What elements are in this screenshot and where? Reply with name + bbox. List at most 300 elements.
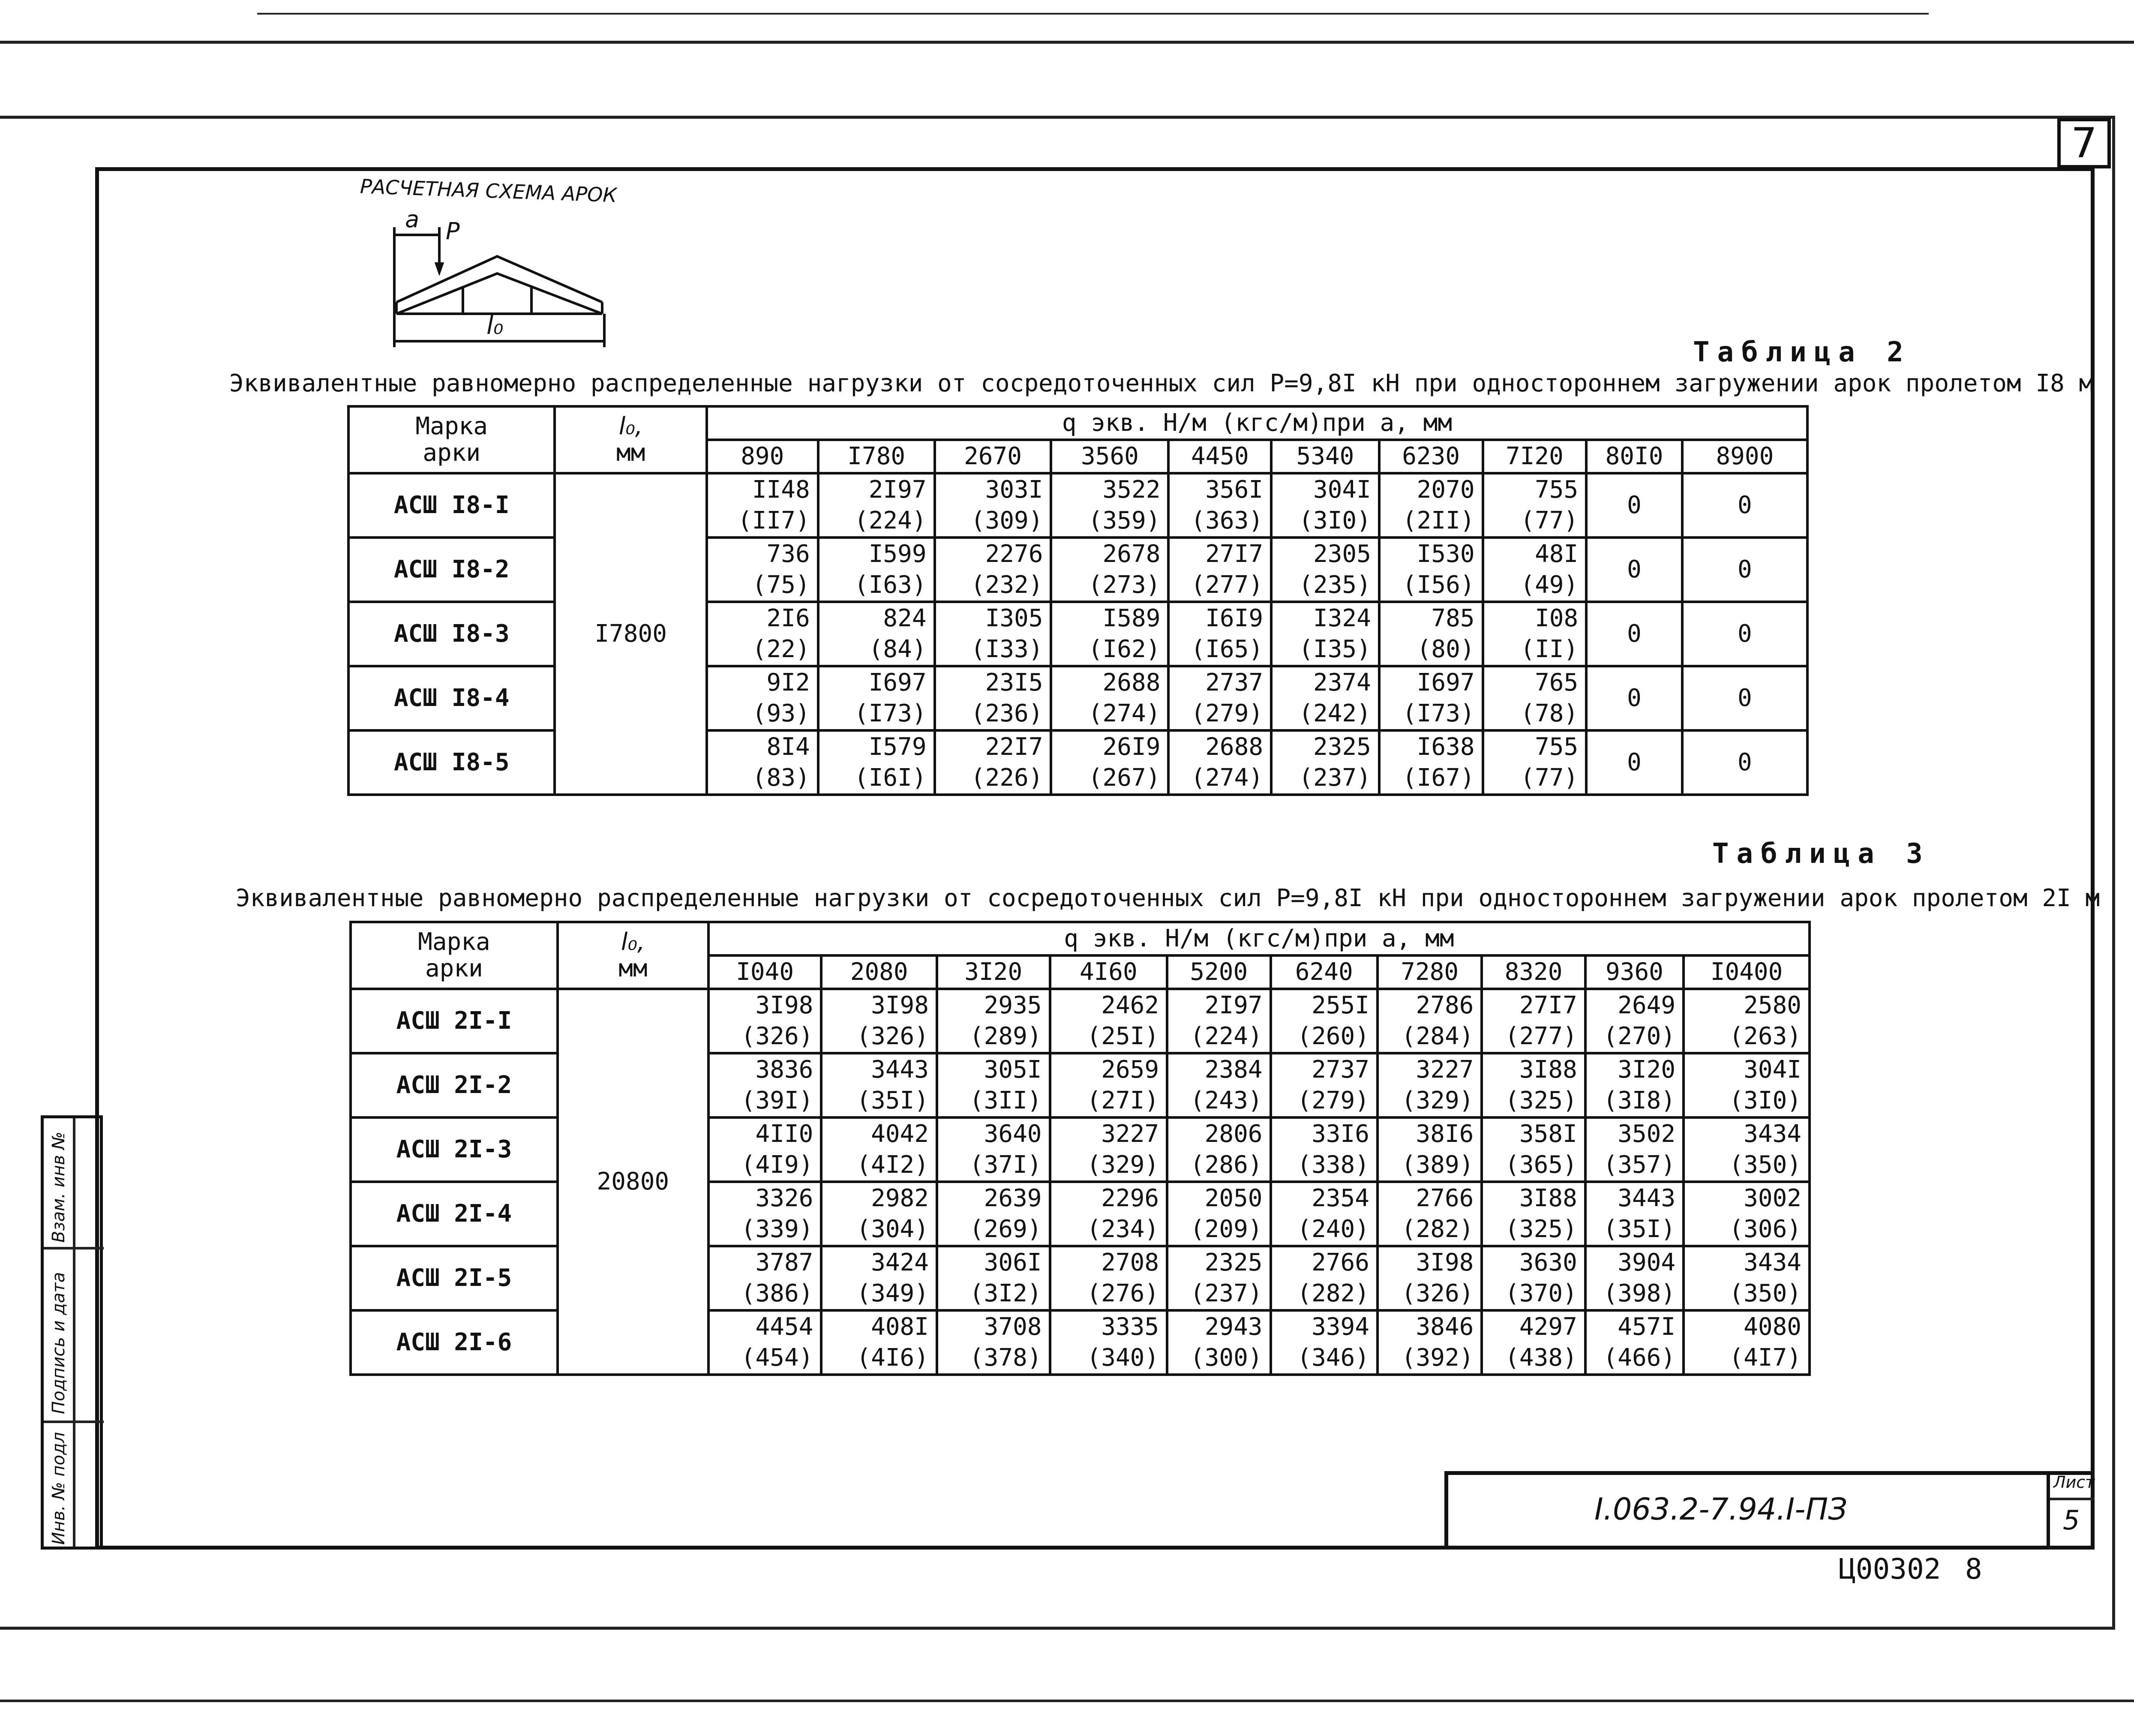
table3-value-cell	[1684, 989, 1810, 1053]
page-number: 7	[2057, 118, 2111, 168]
table2-value-kgs: (I63)	[854, 571, 927, 599]
side-strip-row-line-1	[44, 1247, 104, 1249]
table3-value-cell	[821, 1246, 937, 1310]
table2-value-nm: I530	[1417, 540, 1475, 568]
table3-value-nm: 3424	[871, 1249, 929, 1276]
table3-value-nm: 2659	[1101, 1056, 1159, 1084]
table2-value-nm: I589	[1102, 604, 1161, 632]
table3-value-cell	[708, 1117, 822, 1182]
table2-value-kgs: (274)	[1088, 700, 1161, 727]
archive-number: Ц00302	[1839, 1553, 1941, 1586]
table3-value-kgs: (282)	[1297, 1279, 1369, 1307]
sheet-number: 5	[2063, 1505, 2080, 1536]
table2-value-cell	[1379, 538, 1483, 602]
table3-value-nm: 2786	[1416, 991, 1474, 1019]
table2-value-cell	[707, 730, 818, 795]
table2-value-cell	[935, 730, 1051, 795]
table2-value-kgs: (78)	[1520, 700, 1579, 727]
table2-col-header: 3560	[1051, 440, 1168, 473]
table2-value-nm: 0	[1738, 556, 1752, 583]
table3-value-cell	[1271, 1246, 1378, 1310]
table2-value-cell	[818, 602, 935, 666]
table3-value-nm: 358I	[1519, 1120, 1577, 1148]
table2-value-nm: I697	[868, 669, 927, 697]
table2-row-mark: АСШ I8-4	[348, 666, 555, 730]
table3-value-cell	[1585, 989, 1684, 1053]
table2-value-nm: I638	[1417, 733, 1475, 761]
table3-caption: Эквивалентные равномерно распределенные нагрузки от сосредоточенных сил P=9,8I кН при одностороннем загружении арок пролетом 2I м	[236, 884, 2100, 912]
table3-value-cell	[1378, 989, 1482, 1053]
table2-value-kgs: (I73)	[1402, 700, 1475, 727]
table2-head-mark	[348, 406, 555, 473]
table2-value-cell	[1682, 538, 1807, 602]
table2-value-nm: 2374	[1313, 669, 1371, 697]
table2-col-header: 5340	[1271, 440, 1379, 473]
table3-value-kgs: (326)	[741, 1022, 813, 1050]
table2-value-kgs: (226)	[970, 764, 1043, 792]
table3-value-kgs: (325)	[1505, 1215, 1577, 1243]
table2-value-cell	[1483, 730, 1587, 795]
table3-value-kgs: (4I7)	[1729, 1344, 1801, 1372]
table2-value-cell	[935, 473, 1051, 538]
table3-value-nm: 457I	[1618, 1313, 1676, 1341]
table2-caption: Эквивалентные равномерно распределенные нагрузки от сосредоточенных сил P=9,8I кН при одностороннем загружении арок пролетом I8 м	[229, 369, 2094, 397]
table2-value-nm: 26I9	[1102, 733, 1161, 761]
table3-value-kgs: (286)	[1190, 1151, 1263, 1179]
table3-value-kgs: (269)	[969, 1215, 1042, 1243]
table3-value-nm: 3I98	[1416, 1249, 1474, 1276]
table2-value-kgs: (83)	[752, 764, 810, 792]
table2-value-cell	[1168, 602, 1271, 666]
table3-header-row-1	[351, 922, 1810, 955]
table2-value-nm: 2737	[1205, 669, 1264, 697]
table2-value-nm: 0	[1627, 748, 1642, 776]
table3-value-cell	[1167, 1182, 1270, 1246]
table3-value-cell	[1050, 1310, 1168, 1375]
table2-value-nm: 0	[1738, 684, 1752, 712]
table2-value-cell	[1168, 538, 1271, 602]
table3-value-nm: 2384	[1204, 1056, 1263, 1084]
sheet-box-divider	[2050, 1498, 2095, 1500]
top-scan-line	[257, 13, 1929, 15]
table2-value-kgs: (22)	[752, 635, 810, 663]
table2-value-nm: 22I7	[985, 733, 1043, 761]
table2-value-kgs: (I35)	[1299, 635, 1371, 663]
table2-value-nm: 824	[883, 604, 927, 632]
table2-value-cell	[1051, 473, 1168, 538]
table3-value-kgs: (237)	[1190, 1279, 1263, 1307]
table2-value-nm: 0	[1627, 620, 1642, 648]
table3-value-nm: 3I88	[1519, 1184, 1577, 1212]
table3-value-kgs: (357)	[1603, 1151, 1676, 1179]
outer-frame-bottom	[0, 1627, 2115, 1630]
table2-value-kgs: (I33)	[970, 635, 1043, 663]
table3-value-kgs: (454)	[741, 1344, 813, 1372]
table2-value-cell	[1271, 666, 1379, 730]
table2-value-nm: 2688	[1102, 669, 1161, 697]
table3-value-nm: 3836	[755, 1056, 813, 1084]
table3-value-nm: 2766	[1416, 1184, 1474, 1212]
table3-value-cell	[708, 1246, 822, 1310]
table2-col-header: 80I0	[1586, 440, 1682, 473]
table3-row-mark: АСШ 2I-I	[351, 989, 558, 1053]
table3-value-kgs: (25I)	[1087, 1022, 1159, 1050]
table3-value-cell	[1482, 1117, 1585, 1182]
table3-value-nm: 306I	[984, 1249, 1042, 1276]
table3-value-nm: 3846	[1416, 1313, 1474, 1341]
table3-value-cell	[1585, 1246, 1684, 1310]
table3-value-kgs: (304)	[856, 1215, 929, 1243]
table2-value-nm: 2688	[1205, 733, 1264, 761]
table2-row-mark: АСШ I8-3	[348, 602, 555, 666]
table3-row-mark: АСШ 2I-4	[351, 1182, 558, 1246]
table3-value-nm: 304I	[1744, 1056, 1801, 1084]
outer-frame-top	[0, 116, 2115, 119]
table3-value-nm: 3787	[755, 1249, 813, 1276]
table3-value-cell	[1050, 1053, 1168, 1117]
table3-value-cell	[821, 1310, 937, 1375]
table2-value-nm: 2305	[1313, 540, 1371, 568]
table2-value-kgs: (I67)	[1402, 764, 1475, 792]
table2-value-nm: II48	[752, 476, 810, 504]
scheme-label-p: P	[446, 218, 460, 245]
side-strip-col2: Подпись и дата	[49, 1272, 69, 1414]
table3-value-nm: 2580	[1744, 991, 1801, 1019]
table2-head-l0	[555, 406, 706, 473]
table2-value-kgs: (273)	[1088, 571, 1161, 599]
table3-value-nm: 2325	[1204, 1249, 1263, 1276]
table2-value-kgs: (93)	[752, 700, 810, 727]
table2-value-cell	[1271, 473, 1379, 538]
table2-value-kgs: (I65)	[1191, 635, 1264, 663]
table2-value-cell	[818, 666, 935, 730]
table3-value-nm: 4042	[871, 1120, 929, 1148]
table3-value-cell	[1684, 1117, 1810, 1182]
table3-value-nm: 3I88	[1519, 1056, 1577, 1084]
table3-value-nm: 33I6	[1312, 1120, 1369, 1148]
table2-value-nm: I6I9	[1205, 604, 1264, 632]
table2-value-kgs: (I73)	[854, 700, 927, 727]
table2-head-l0-line1: l₀,	[618, 412, 643, 440]
table3-value-kgs: (4I6)	[856, 1344, 929, 1372]
side-strip-col3: Взам. инв №	[49, 1132, 69, 1243]
table3-value-cell	[1482, 989, 1585, 1053]
table3-value-kgs: (284)	[1401, 1022, 1474, 1050]
table3-value-nm: 3434	[1744, 1120, 1801, 1148]
table2-value-cell	[1271, 730, 1379, 795]
bottom-scan-line	[0, 1700, 2134, 1702]
table3-value-kgs: (350)	[1729, 1151, 1801, 1179]
side-stamp-strip	[41, 1115, 103, 1550]
table3-head-mark-line1: Марка	[418, 928, 490, 956]
table3-value-nm: 2296	[1101, 1184, 1159, 1212]
table3-value-nm: 2806	[1204, 1120, 1263, 1148]
table3-value-cell	[821, 1182, 937, 1246]
table3-value-cell	[1271, 1310, 1378, 1375]
table3-value-cell	[1050, 1182, 1168, 1246]
table3-value-kgs: (300)	[1190, 1344, 1263, 1372]
side-strip-col1: Инв. № подл	[49, 1432, 69, 1545]
table2-value-cell	[1379, 473, 1483, 538]
table2-value-cell	[935, 666, 1051, 730]
table2	[347, 405, 1809, 796]
table2-value-cell	[1586, 538, 1682, 602]
table3-value-nm: 2766	[1312, 1249, 1369, 1276]
table3-value-cell	[937, 1053, 1050, 1117]
table3-value-cell	[821, 989, 937, 1053]
table2-value-cell	[707, 602, 818, 666]
table3-row	[351, 989, 1810, 1053]
table3-value-kgs: (209)	[1190, 1215, 1263, 1243]
table2-value-cell	[1271, 538, 1379, 602]
table3-col-header: I0400	[1684, 955, 1810, 989]
table3-row-mark: АСШ 2I-3	[351, 1117, 558, 1182]
table3-value-nm: 3640	[984, 1120, 1042, 1148]
table3-value-kgs: (386)	[741, 1279, 813, 1307]
table3-value-nm: 2649	[1618, 991, 1676, 1019]
table3-value-kgs: (338)	[1297, 1151, 1369, 1179]
table2-value-cell	[818, 473, 935, 538]
table3-value-kgs: (260)	[1297, 1022, 1369, 1050]
table3-value-kgs: (277)	[1505, 1022, 1577, 1050]
table3-value-kgs: (3II)	[969, 1087, 1042, 1114]
table3-value-nm: 3630	[1519, 1249, 1577, 1276]
table2-value-cell	[1586, 602, 1682, 666]
table2-value-cell	[1682, 602, 1807, 666]
table3-value-kgs: (263)	[1729, 1022, 1801, 1050]
table2-value-cell	[1051, 666, 1168, 730]
table2-value-nm: 8I4	[766, 733, 810, 761]
table2-value-kgs: (242)	[1299, 700, 1371, 727]
table3-col-header: 3I20	[937, 955, 1050, 989]
table3-head-l0	[558, 922, 708, 989]
table2-value-nm: I305	[985, 604, 1043, 632]
table3-value-kgs: (270)	[1603, 1022, 1676, 1050]
table2-value-kgs: (277)	[1191, 571, 1264, 599]
table3-value-kgs: (224)	[1190, 1022, 1263, 1050]
table3-value-kgs: (339)	[741, 1215, 813, 1243]
table3-value-kgs: (234)	[1087, 1215, 1159, 1243]
table3-head-l0-line1: l₀,	[621, 928, 645, 956]
table2-value-kgs: (274)	[1191, 764, 1264, 792]
table2-value-nm: 0	[1627, 556, 1642, 583]
outer-frame-right	[2112, 116, 2115, 1629]
table3-value-kgs: (370)	[1505, 1279, 1577, 1307]
table2-label: Таблица 2	[1693, 336, 1911, 368]
table3-value-cell	[1684, 1053, 1810, 1117]
table3-value-kgs: (37I)	[969, 1151, 1042, 1179]
table3-value-cell	[1482, 1182, 1585, 1246]
table3-value-cell	[1271, 1182, 1378, 1246]
table3-value-cell	[1271, 1117, 1378, 1182]
table3-value-kgs: (325)	[1505, 1087, 1577, 1114]
table3-value-cell	[937, 1182, 1050, 1246]
archive-page: 8	[1965, 1553, 1982, 1586]
table3-value-nm: 408I	[871, 1313, 929, 1341]
side-strip-divider	[73, 1118, 75, 1547]
table2-value-cell	[1483, 666, 1587, 730]
table3-value-kgs: (326)	[1401, 1279, 1474, 1307]
table3-col-header: 5200	[1167, 955, 1270, 989]
table3-value-nm: 2737	[1312, 1056, 1369, 1084]
table3-value-kgs: (326)	[856, 1022, 929, 1050]
table3-value-nm: 3335	[1101, 1313, 1159, 1341]
table2-col-header: 7I20	[1483, 440, 1587, 473]
table3-col-header: I040	[708, 955, 822, 989]
table3-value-cell	[708, 1310, 822, 1375]
table2-value-nm: I08	[1535, 604, 1579, 632]
scheme-title: РАСЧЕТНАЯ СХЕМА АРОК	[360, 174, 617, 207]
table2-value-cell	[707, 538, 818, 602]
table3-value-cell	[1378, 1117, 1482, 1182]
table2-col-header: I780	[818, 440, 935, 473]
side-strip-row-line-2	[44, 1421, 104, 1423]
table2-head-mark-line2: арки	[423, 439, 481, 467]
table3-value-kgs: (392)	[1401, 1344, 1474, 1372]
table3-value-cell	[937, 1246, 1050, 1310]
table2-value-nm: 755	[1535, 476, 1579, 504]
table3	[349, 921, 1811, 1376]
table2-value-nm: 0	[1627, 684, 1642, 712]
table3-value-cell	[1684, 1182, 1810, 1246]
table2-value-nm: I697	[1417, 669, 1475, 697]
table3-value-nm: 3227	[1101, 1120, 1159, 1148]
table3-value-kgs: (35I)	[1603, 1215, 1676, 1243]
table2-value-cell	[1051, 730, 1168, 795]
table3-label: Таблица 3	[1712, 838, 1930, 870]
table2-head-mark-line1: Марка	[415, 412, 488, 440]
table3-value-nm: 3227	[1416, 1056, 1474, 1084]
table3-value-nm: 305I	[984, 1056, 1042, 1084]
scheme-label-a: a	[405, 206, 420, 233]
table2-col-header: 4450	[1168, 440, 1271, 473]
table3-value-nm: 2982	[871, 1184, 929, 1212]
table2-value-nm: 0	[1738, 491, 1752, 519]
table3-value-nm: 2943	[1204, 1313, 1263, 1341]
table2-value-nm: 2276	[985, 540, 1043, 568]
table2-value-nm: 3522	[1102, 476, 1161, 504]
table3-row-mark: АСШ 2I-2	[351, 1053, 558, 1117]
table3-value-nm: 3I20	[1618, 1056, 1676, 1084]
table2-head-l0-line2: мм	[616, 439, 645, 467]
table2-value-cell	[1379, 602, 1483, 666]
table3-col-header: 6240	[1271, 955, 1378, 989]
table3-value-kgs: (240)	[1297, 1215, 1369, 1243]
table3-value-kgs: (346)	[1297, 1344, 1369, 1372]
table3-value-cell	[1050, 1246, 1168, 1310]
table3-col-header: 7280	[1378, 955, 1482, 989]
table3-head-mark-line2: арки	[425, 955, 483, 982]
table2-value-nm: 2678	[1102, 540, 1161, 568]
table3-value-kgs: (4I9)	[741, 1151, 813, 1179]
sheet-box	[2047, 1471, 2095, 1550]
table2-value-cell	[818, 538, 935, 602]
table3-value-nm: 3002	[1744, 1184, 1801, 1212]
table3-value-cell	[821, 1053, 937, 1117]
table3-value-cell	[1378, 1310, 1482, 1375]
table3-value-kgs: (466)	[1603, 1344, 1676, 1372]
table3-value-kgs: (306)	[1729, 1215, 1801, 1243]
table3-value-kgs: (3I2)	[969, 1279, 1042, 1307]
table2-row-mark: АСШ I8-I	[348, 473, 555, 538]
table3-value-cell	[1482, 1053, 1585, 1117]
table3-value-nm: 3434	[1744, 1249, 1801, 1276]
table3-value-cell	[1585, 1053, 1684, 1117]
table3-value-nm: 27I7	[1519, 991, 1577, 1019]
table3-value-cell	[1378, 1246, 1482, 1310]
table3-col-header: 2080	[821, 955, 937, 989]
table2-value-nm: 48I	[1535, 540, 1579, 568]
table3-value-kgs: (350)	[1729, 1279, 1801, 1307]
table2-value-cell	[935, 602, 1051, 666]
table2-value-cell	[935, 538, 1051, 602]
table2-value-kgs: (359)	[1088, 507, 1161, 535]
table2-value-cell	[1682, 666, 1807, 730]
table2-value-kgs: (84)	[868, 635, 927, 663]
table3-value-nm: 4297	[1519, 1313, 1577, 1341]
table3-value-nm: 3I98	[871, 991, 929, 1019]
table2-value-cell	[1051, 538, 1168, 602]
table2-value-kgs: (235)	[1299, 571, 1371, 599]
table3-value-cell	[937, 1310, 1050, 1375]
table3-value-nm: 3443	[1618, 1184, 1676, 1212]
table2-value-cell	[1379, 666, 1483, 730]
table2-value-kgs: (232)	[970, 571, 1043, 599]
table3-value-nm: 3904	[1618, 1249, 1676, 1276]
table2-value-kgs: (77)	[1520, 507, 1579, 535]
table2-col-header: 2670	[935, 440, 1051, 473]
table3-value-kgs: (349)	[856, 1279, 929, 1307]
table3-value-cell	[1585, 1310, 1684, 1375]
table3-col-header: 8320	[1482, 955, 1585, 989]
table2-value-cell	[818, 730, 935, 795]
table3-value-nm: 2I97	[1204, 991, 1263, 1019]
table3-value-nm: 2462	[1101, 991, 1159, 1019]
table3-value-nm: 2639	[984, 1184, 1042, 1212]
table2-value-kgs: (I62)	[1088, 635, 1161, 663]
table2-value-cell	[1483, 473, 1587, 538]
table2-value-cell	[1682, 730, 1807, 795]
table3-value-nm: 3326	[755, 1184, 813, 1212]
table3-value-nm: 2050	[1204, 1184, 1263, 1212]
table3-value-cell	[1585, 1182, 1684, 1246]
table3-value-cell	[1684, 1310, 1810, 1375]
table2-value-nm: 23I5	[985, 669, 1043, 697]
table3-value-cell	[1684, 1246, 1810, 1310]
table3-value-nm: 4080	[1744, 1313, 1801, 1341]
table3-value-kgs: (365)	[1505, 1151, 1577, 1179]
table2-value-kgs: (75)	[752, 571, 810, 599]
table2-value-nm: 2I6	[766, 604, 810, 632]
table3-value-nm: 3443	[871, 1056, 929, 1084]
table3-value-nm: 4II0	[755, 1120, 813, 1148]
table2-value-nm: 304I	[1313, 476, 1371, 504]
table2-value-nm: 0	[1738, 620, 1752, 648]
table3-value-kgs: (389)	[1401, 1151, 1474, 1179]
table2-value-nm: 736	[766, 540, 810, 568]
table2-value-cell	[1168, 730, 1271, 795]
table3-value-cell	[1167, 1246, 1270, 1310]
table2-value-cell	[1586, 666, 1682, 730]
table2-value-kgs: (237)	[1299, 764, 1371, 792]
table3-value-kgs: (27I)	[1087, 1087, 1159, 1114]
table2-value-kgs: (224)	[854, 507, 927, 535]
table2-value-nm: 2070	[1417, 476, 1475, 504]
table2-value-nm: I599	[868, 540, 927, 568]
table3-value-nm: 2354	[1312, 1184, 1369, 1212]
table2-value-kgs: (II7)	[738, 507, 810, 535]
table3-value-nm: 3394	[1312, 1313, 1369, 1341]
